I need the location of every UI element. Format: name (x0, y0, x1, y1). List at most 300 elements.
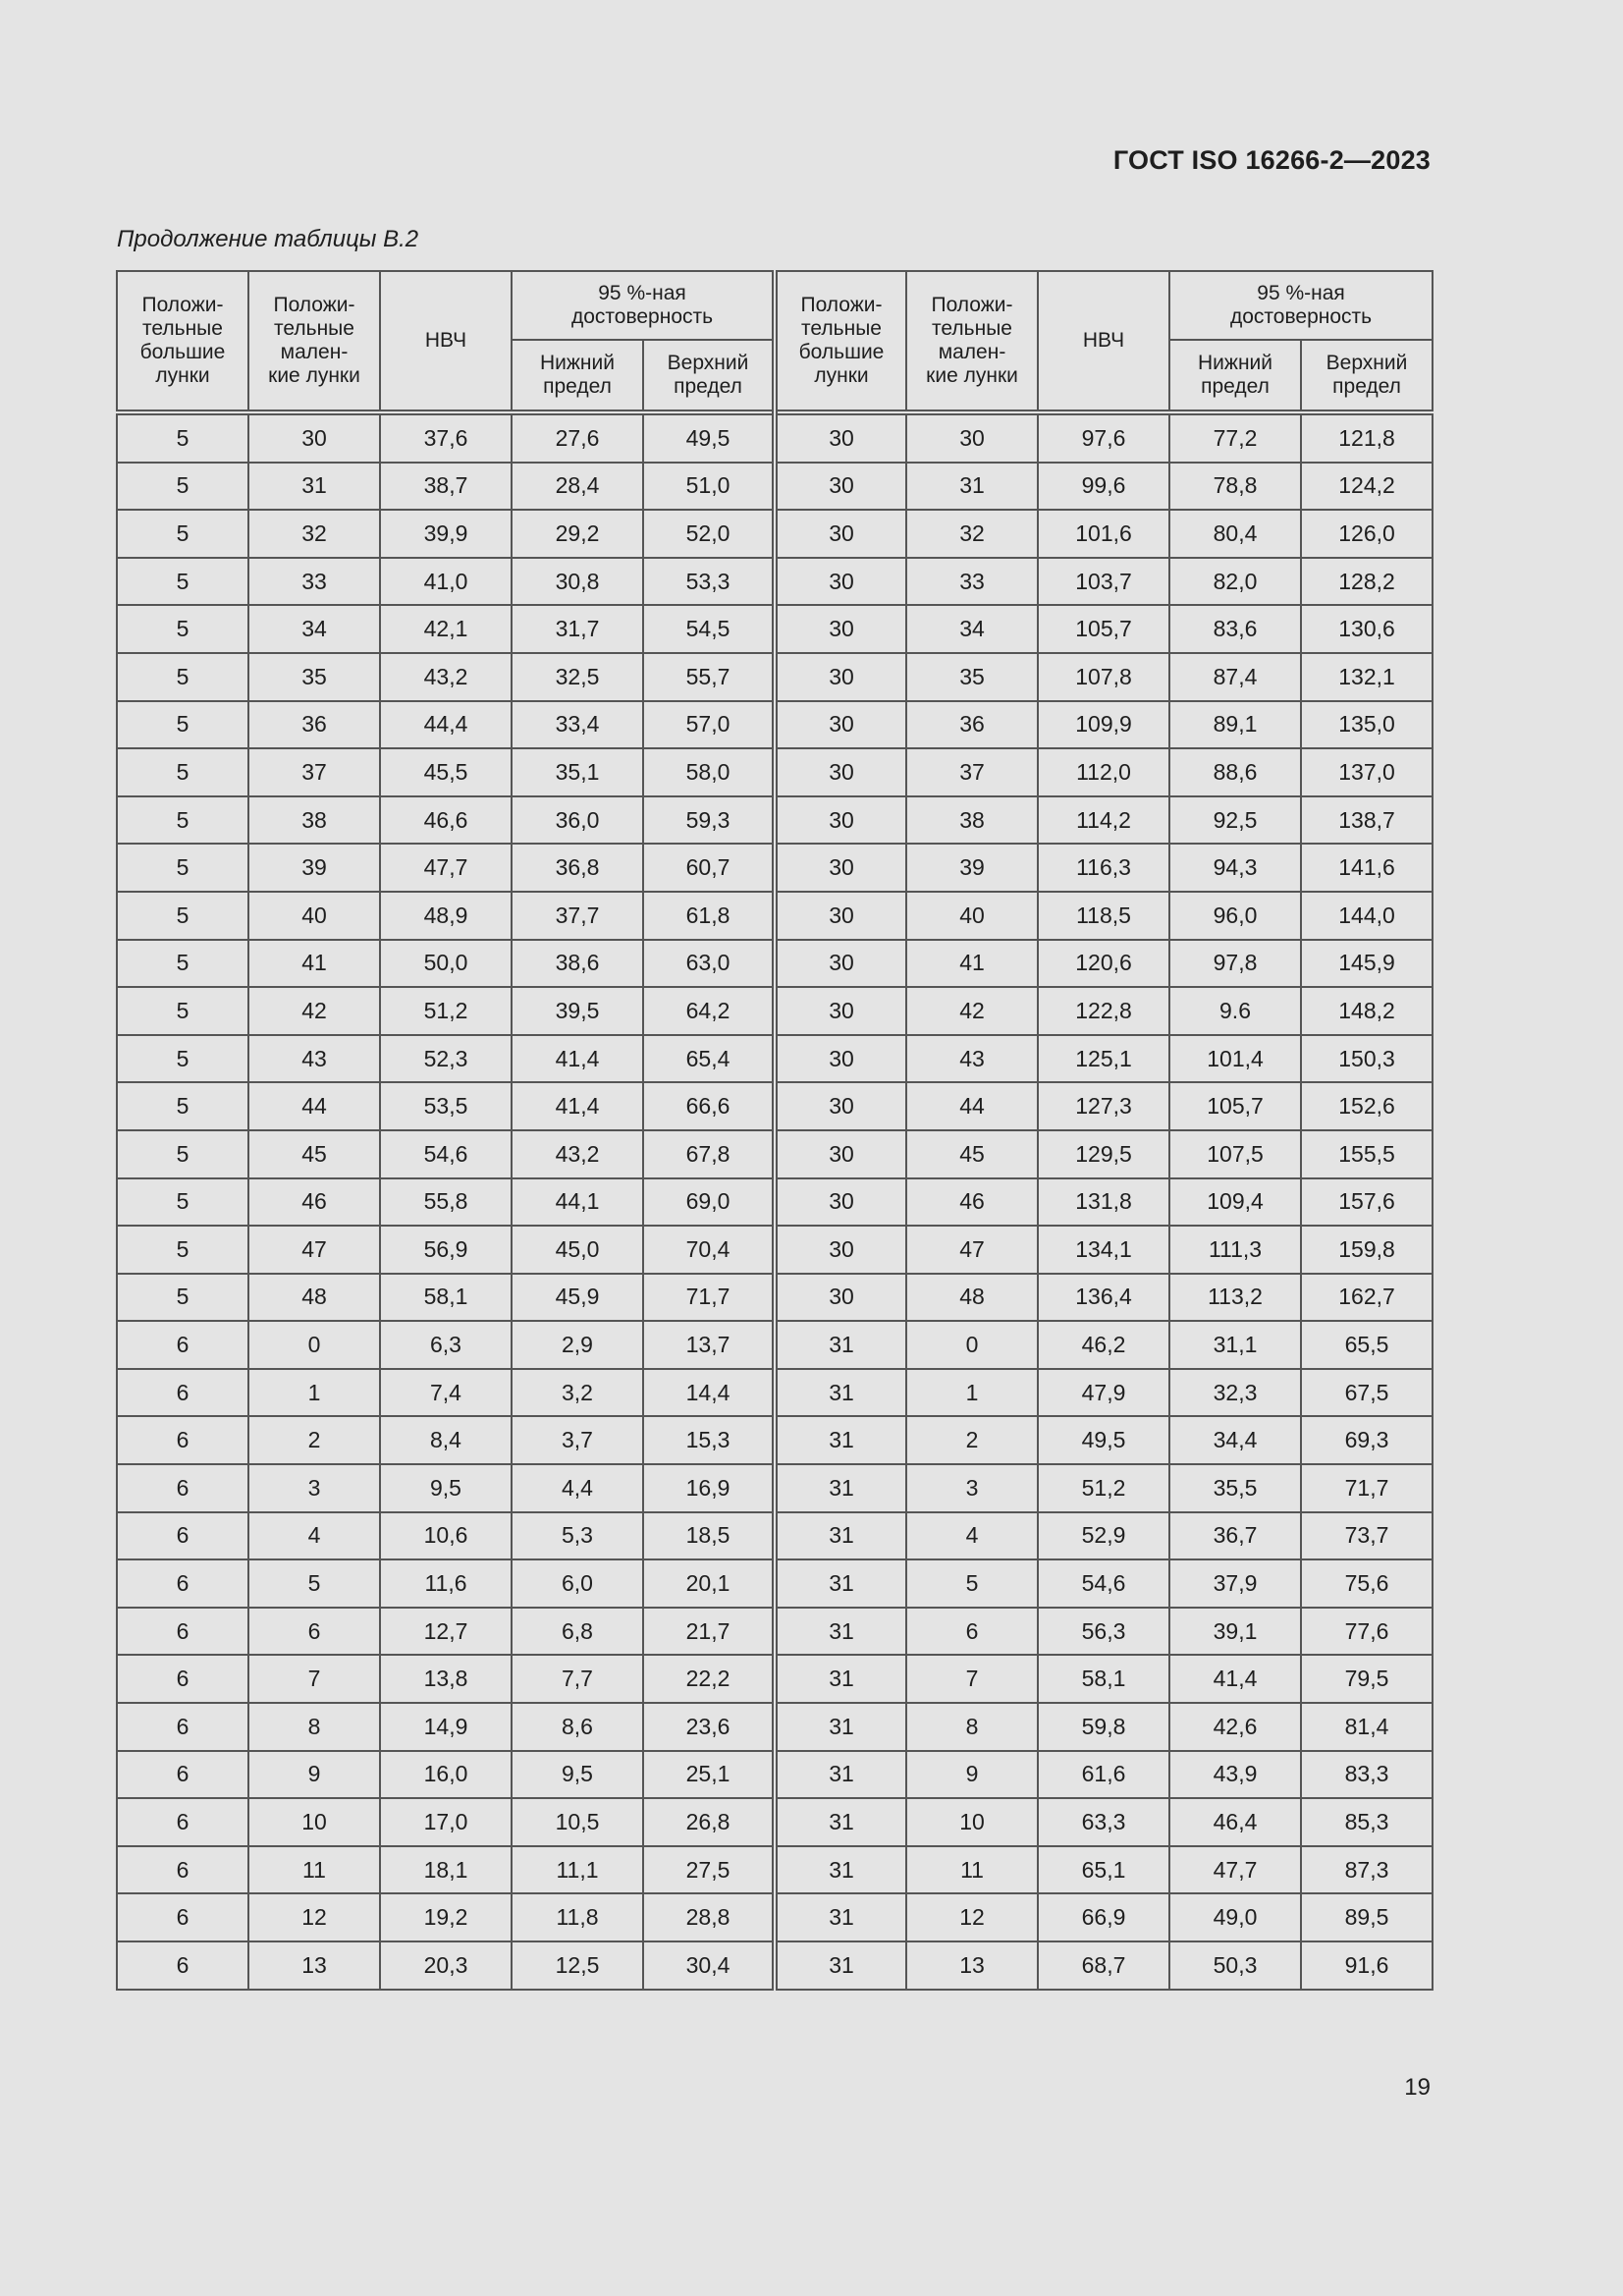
table-cell: 54,6 (380, 1130, 512, 1178)
table-cell: 137,0 (1301, 748, 1433, 796)
table-cell: 19,2 (380, 1893, 512, 1941)
table-cell: 43 (906, 1035, 1038, 1083)
table-cell: 94,3 (1169, 844, 1301, 892)
table-cell: 31 (775, 1893, 906, 1941)
table-row (117, 463, 1433, 511)
table-row (117, 892, 1433, 940)
table-cell: 7,7 (512, 1655, 643, 1703)
table-cell: 37,9 (1169, 1559, 1301, 1608)
table-cell: 101,4 (1169, 1035, 1301, 1083)
table-cell: 5 (117, 701, 248, 749)
table-cell: 69,0 (643, 1178, 775, 1227)
table-cell: 11,8 (512, 1893, 643, 1941)
table-row (117, 701, 1433, 749)
table-cell: 17,0 (380, 1798, 512, 1846)
table-row (117, 1464, 1433, 1512)
table-cell: 30,8 (512, 558, 643, 606)
table-cell: 145,9 (1301, 940, 1433, 988)
table-cell: 37 (906, 748, 1038, 796)
table-cell: 5 (117, 1130, 248, 1178)
table-cell: 109,4 (1169, 1178, 1301, 1227)
table-row (117, 844, 1433, 892)
table-cell: 31 (775, 1751, 906, 1799)
header-upper-label: Верхний предел (667, 352, 749, 398)
table-row (117, 558, 1433, 606)
table-cell: 3 (906, 1464, 1038, 1512)
table-cell: 6 (117, 1512, 248, 1560)
table-cell: 8 (248, 1703, 380, 1751)
table-cell: 135,0 (1301, 701, 1433, 749)
header-upper-label: Верхний предел (1325, 352, 1408, 398)
table-cell: 1 (906, 1369, 1038, 1417)
table-cell: 49,5 (1038, 1416, 1169, 1464)
table-cell: 77,6 (1301, 1608, 1433, 1656)
table-cell: 47 (248, 1226, 380, 1274)
table-cell: 11 (906, 1846, 1038, 1894)
table-cell: 5 (117, 412, 248, 463)
table-cell: 6 (117, 1941, 248, 1990)
table-cell: 3 (248, 1464, 380, 1512)
table-cell: 29,2 (512, 510, 643, 558)
table-cell: 30 (775, 701, 906, 749)
table-cell: 73,7 (1301, 1512, 1433, 1560)
header-lower-left (512, 340, 643, 412)
table-cell: 6 (117, 1416, 248, 1464)
table-row (117, 1608, 1433, 1656)
table-cell: 88,6 (1169, 748, 1301, 796)
table-cell: 103,7 (1038, 558, 1169, 606)
table-cell: 30 (775, 605, 906, 653)
table-cell: 112,0 (1038, 748, 1169, 796)
table-cell: 155,5 (1301, 1130, 1433, 1178)
table-cell: 31,7 (512, 605, 643, 653)
table-cell: 57,0 (643, 701, 775, 749)
table-cell: 27,5 (643, 1846, 775, 1894)
header-small-wells-label: Положи- тельные мален- кие лунки (268, 294, 360, 387)
table-cell: 5 (906, 1559, 1038, 1608)
table-cell: 30 (775, 1130, 906, 1178)
table-cell: 5 (117, 987, 248, 1035)
table-cell: 70,4 (643, 1226, 775, 1274)
table-cell: 32,5 (512, 653, 643, 701)
table-cell: 30 (775, 510, 906, 558)
table-cell: 23,6 (643, 1703, 775, 1751)
table-cell: 46 (906, 1178, 1038, 1227)
table-row (117, 1655, 1433, 1703)
table-cell: 162,7 (1301, 1274, 1433, 1322)
table-cell: 5 (117, 1178, 248, 1227)
table-row (117, 1369, 1433, 1417)
table-cell: 35,1 (512, 748, 643, 796)
table-cell: 10 (248, 1798, 380, 1846)
table-caption: Продолжение таблицы В.2 (117, 226, 419, 252)
table-row (117, 1893, 1433, 1941)
table-cell: 12,5 (512, 1941, 643, 1990)
table-cell: 58,1 (380, 1274, 512, 1322)
table-cell: 30 (775, 1226, 906, 1274)
table-row (117, 1035, 1433, 1083)
table-cell: 35 (906, 653, 1038, 701)
table-cell: 138,7 (1301, 796, 1433, 845)
table-row (117, 510, 1433, 558)
table-cell: 6,0 (512, 1559, 643, 1608)
table-cell: 61,8 (643, 892, 775, 940)
table-cell: 6 (117, 1703, 248, 1751)
table-cell: 38 (906, 796, 1038, 845)
table-cell: 52,9 (1038, 1512, 1169, 1560)
table-cell: 105,7 (1169, 1082, 1301, 1130)
table-cell: 125,1 (1038, 1035, 1169, 1083)
table-cell: 30 (775, 844, 906, 892)
table-cell: 66,6 (643, 1082, 775, 1130)
table-cell: 34,4 (1169, 1416, 1301, 1464)
table-cell: 38,6 (512, 940, 643, 988)
table-cell: 43,9 (1169, 1751, 1301, 1799)
table-row (117, 1274, 1433, 1322)
table-cell: 36,0 (512, 796, 643, 845)
table-cell: 11 (248, 1846, 380, 1894)
table-cell: 157,6 (1301, 1178, 1433, 1227)
table-cell: 31 (775, 1369, 906, 1417)
document-title: ГОСТ ISO 16266-2—2023 (1112, 145, 1431, 175)
table-cell: 37,6 (380, 412, 512, 463)
table-cell: 5 (117, 1035, 248, 1083)
table-cell: 48 (248, 1274, 380, 1322)
table-cell: 47 (906, 1226, 1038, 1274)
table-cell: 5,3 (512, 1512, 643, 1560)
table-cell: 120,6 (1038, 940, 1169, 988)
table-cell: 32,3 (1169, 1369, 1301, 1417)
table-cell: 5 (117, 844, 248, 892)
table-cell: 46,2 (1038, 1321, 1169, 1369)
table-cell: 64,2 (643, 987, 775, 1035)
table-cell: 2 (906, 1416, 1038, 1464)
table-cell: 54,5 (643, 605, 775, 653)
table-cell: 46 (248, 1178, 380, 1227)
table-cell: 83,6 (1169, 605, 1301, 653)
table-cell: 5 (117, 463, 248, 511)
table-cell: 130,6 (1301, 605, 1433, 653)
table-cell: 6 (117, 1846, 248, 1894)
table-cell: 6 (117, 1608, 248, 1656)
table-row (117, 940, 1433, 988)
table-cell: 87,4 (1169, 653, 1301, 701)
table-cell: 45,0 (512, 1226, 643, 1274)
table-cell: 30 (775, 1082, 906, 1130)
table-cell: 55,7 (643, 653, 775, 701)
table-cell: 6,3 (380, 1321, 512, 1369)
table-cell: 65,5 (1301, 1321, 1433, 1369)
header-mpn-left (380, 271, 512, 412)
table-cell: 5 (117, 1274, 248, 1322)
table-cell: 92,5 (1169, 796, 1301, 845)
table-cell: 42,6 (1169, 1703, 1301, 1751)
table-cell: 41 (248, 940, 380, 988)
header-lower-right (1169, 340, 1301, 412)
table-cell: 30 (775, 892, 906, 940)
table-cell: 32 (906, 510, 1038, 558)
table-cell: 2,9 (512, 1321, 643, 1369)
table-cell: 113,2 (1169, 1274, 1301, 1322)
table-cell: 41,0 (380, 558, 512, 606)
table-row (117, 748, 1433, 796)
table-row (117, 605, 1433, 653)
table-cell: 109,9 (1038, 701, 1169, 749)
table-cell: 6 (117, 1321, 248, 1369)
header-lower-label: Нижний предел (1198, 352, 1273, 398)
table-cell: 20,1 (643, 1559, 775, 1608)
table-cell: 30 (775, 1274, 906, 1322)
header-confidence-label: 95 %-ная достоверность (570, 282, 714, 328)
table-row (117, 1130, 1433, 1178)
table-cell: 31,1 (1169, 1321, 1301, 1369)
table-cell: 144,0 (1301, 892, 1433, 940)
table-cell: 33 (248, 558, 380, 606)
table-cell: 77,2 (1169, 412, 1301, 463)
header-mpn-label: НВЧ (424, 329, 467, 352)
table-cell: 59,8 (1038, 1703, 1169, 1751)
table-cell: 36,7 (1169, 1512, 1301, 1560)
table-cell: 67,8 (643, 1130, 775, 1178)
table-cell: 5 (117, 796, 248, 845)
table-cell: 4,4 (512, 1464, 643, 1512)
table-cell: 31 (775, 1703, 906, 1751)
table-cell: 6 (117, 1751, 248, 1799)
table-cell: 56,9 (380, 1226, 512, 1274)
table-cell: 6 (117, 1559, 248, 1608)
table-row (117, 1559, 1433, 1608)
table-cell: 91,6 (1301, 1941, 1433, 1990)
header-large-wells-label: Положи- тельные большие лунки (139, 294, 226, 387)
table-cell: 39,5 (512, 987, 643, 1035)
table-cell: 65,4 (643, 1035, 775, 1083)
table-cell: 30 (248, 412, 380, 463)
header-upper-left (643, 340, 775, 412)
table-cell: 46,6 (380, 796, 512, 845)
table-cell: 31 (775, 1655, 906, 1703)
table-cell: 5 (117, 653, 248, 701)
table-cell: 16,0 (380, 1751, 512, 1799)
table-cell: 51,2 (380, 987, 512, 1035)
table-cell: 41,4 (1169, 1655, 1301, 1703)
table-cell: 8,6 (512, 1703, 643, 1751)
table-cell: 31 (775, 1941, 906, 1990)
table-cell: 42 (906, 987, 1038, 1035)
page-number: 19 (1404, 2074, 1431, 2101)
table-cell: 6 (117, 1893, 248, 1941)
table-cell: 8,4 (380, 1416, 512, 1464)
header-mpn-right (1038, 271, 1169, 412)
table-cell: 30 (775, 653, 906, 701)
table-cell: 5 (117, 748, 248, 796)
table-cell: 44 (906, 1082, 1038, 1130)
table-cell: 85,3 (1301, 1798, 1433, 1846)
table-cell: 30,4 (643, 1941, 775, 1990)
table-cell: 89,1 (1169, 701, 1301, 749)
table-cell: 12 (248, 1893, 380, 1941)
table-cell: 134,1 (1038, 1226, 1169, 1274)
table-cell: 45,5 (380, 748, 512, 796)
table-cell: 52,3 (380, 1035, 512, 1083)
table-cell: 26,8 (643, 1798, 775, 1846)
table-cell: 58,1 (1038, 1655, 1169, 1703)
header-confidence-left (512, 271, 775, 340)
table-cell: 16,9 (643, 1464, 775, 1512)
table-cell: 141,6 (1301, 844, 1433, 892)
table-cell: 111,3 (1169, 1226, 1301, 1274)
table-cell: 31 (775, 1608, 906, 1656)
table-cell: 129,5 (1038, 1130, 1169, 1178)
table-cell: 53,5 (380, 1082, 512, 1130)
table-cell: 31 (775, 1464, 906, 1512)
table-cell: 58,0 (643, 748, 775, 796)
table-cell: 56,3 (1038, 1608, 1169, 1656)
table-cell: 101,6 (1038, 510, 1169, 558)
table-cell: 31 (775, 1559, 906, 1608)
table-cell: 9.6 (1169, 987, 1301, 1035)
table-cell: 116,3 (1038, 844, 1169, 892)
table-cell: 30 (775, 940, 906, 988)
table-cell: 81,4 (1301, 1703, 1433, 1751)
table-cell: 132,1 (1301, 653, 1433, 701)
table-cell: 30 (775, 748, 906, 796)
table-cell: 39 (906, 844, 1038, 892)
table-cell: 0 (906, 1321, 1038, 1369)
table-cell: 9 (248, 1751, 380, 1799)
table-cell: 31 (906, 463, 1038, 511)
table-cell: 12 (906, 1893, 1038, 1941)
table-cell: 31 (775, 1798, 906, 1846)
table-cell: 9,5 (380, 1464, 512, 1512)
table-cell: 60,7 (643, 844, 775, 892)
table-cell: 31 (248, 463, 380, 511)
table-row (117, 1321, 1433, 1369)
table-cell: 33 (906, 558, 1038, 606)
table-cell: 5 (117, 892, 248, 940)
table-cell: 50,3 (1169, 1941, 1301, 1990)
table-cell: 105,7 (1038, 605, 1169, 653)
table-cell: 97,8 (1169, 940, 1301, 988)
table-row (117, 1703, 1433, 1751)
table-cell: 75,6 (1301, 1559, 1433, 1608)
table-cell: 46,4 (1169, 1798, 1301, 1846)
table-cell: 71,7 (1301, 1464, 1433, 1512)
table-cell: 48 (906, 1274, 1038, 1322)
table-cell: 43,2 (380, 653, 512, 701)
header-confidence-label: 95 %-ная достоверность (1229, 282, 1373, 328)
table-cell: 43 (248, 1035, 380, 1083)
table-cell: 35 (248, 653, 380, 701)
table-cell: 30 (775, 1178, 906, 1227)
table-cell: 43,2 (512, 1130, 643, 1178)
table-cell: 30 (775, 796, 906, 845)
table-cell: 107,8 (1038, 653, 1169, 701)
table-row (117, 1846, 1433, 1894)
table-cell: 152,6 (1301, 1082, 1433, 1130)
table-cell: 30 (775, 463, 906, 511)
table-cell: 80,4 (1169, 510, 1301, 558)
table-cell: 126,0 (1301, 510, 1433, 558)
table-cell: 150,3 (1301, 1035, 1433, 1083)
table-cell: 31 (775, 1416, 906, 1464)
table-cell: 13,8 (380, 1655, 512, 1703)
table-cell: 127,3 (1038, 1082, 1169, 1130)
table-cell: 30 (775, 1035, 906, 1083)
table-row (117, 1416, 1433, 1464)
table-cell: 6 (906, 1608, 1038, 1656)
table-cell: 44 (248, 1082, 380, 1130)
table-cell: 42 (248, 987, 380, 1035)
table-cell: 159,8 (1301, 1226, 1433, 1274)
header-upper-right (1301, 340, 1433, 412)
table-cell: 78,8 (1169, 463, 1301, 511)
table-cell: 28,8 (643, 1893, 775, 1941)
header-large-wells-label: Положи- тельные большие лунки (798, 294, 885, 387)
table-cell: 7 (248, 1655, 380, 1703)
table-cell: 71,7 (643, 1274, 775, 1322)
table-cell: 3,7 (512, 1416, 643, 1464)
table-cell: 7,4 (380, 1369, 512, 1417)
table-cell: 66,9 (1038, 1893, 1169, 1941)
table-cell: 35,5 (1169, 1464, 1301, 1512)
table-cell: 51,2 (1038, 1464, 1169, 1512)
table-cell: 0 (248, 1321, 380, 1369)
table-cell: 47,7 (380, 844, 512, 892)
table-cell: 2 (248, 1416, 380, 1464)
table-cell: 39 (248, 844, 380, 892)
table-cell: 11,1 (512, 1846, 643, 1894)
table-cell: 96,0 (1169, 892, 1301, 940)
table-cell: 97,6 (1038, 412, 1169, 463)
table-cell: 89,5 (1301, 1893, 1433, 1941)
table-cell: 38,7 (380, 463, 512, 511)
table-cell: 55,8 (380, 1178, 512, 1227)
table-row (117, 412, 1433, 463)
table-cell: 121,8 (1301, 412, 1433, 463)
table-cell: 47,7 (1169, 1846, 1301, 1894)
table-cell: 11,6 (380, 1559, 512, 1608)
header-confidence-right (1169, 271, 1433, 340)
header-large-wells-left (117, 271, 248, 412)
table-cell: 136,4 (1038, 1274, 1169, 1322)
table-cell: 6,8 (512, 1608, 643, 1656)
table-cell: 6 (117, 1655, 248, 1703)
table-cell: 37,7 (512, 892, 643, 940)
table-cell: 41,4 (512, 1082, 643, 1130)
table-cell: 25,1 (643, 1751, 775, 1799)
table-cell: 49,5 (643, 412, 775, 463)
table-row (117, 653, 1433, 701)
table-cell: 39,9 (380, 510, 512, 558)
table-cell: 42,1 (380, 605, 512, 653)
table-cell: 36,8 (512, 844, 643, 892)
table-cell: 30 (775, 412, 906, 463)
table-cell: 44,4 (380, 701, 512, 749)
header-small-wells-label: Положи- тельные мален- кие лунки (926, 294, 1018, 387)
table-cell: 50,0 (380, 940, 512, 988)
table-row (117, 1798, 1433, 1846)
table-cell: 63,3 (1038, 1798, 1169, 1846)
table-cell: 128,2 (1301, 558, 1433, 606)
table-cell: 45 (248, 1130, 380, 1178)
table-cell: 148,2 (1301, 987, 1433, 1035)
table-cell: 87,3 (1301, 1846, 1433, 1894)
table-cell: 67,5 (1301, 1369, 1433, 1417)
table-cell: 30 (775, 987, 906, 1035)
table-cell: 14,9 (380, 1703, 512, 1751)
table-cell: 10 (906, 1798, 1038, 1846)
table-cell: 32 (248, 510, 380, 558)
